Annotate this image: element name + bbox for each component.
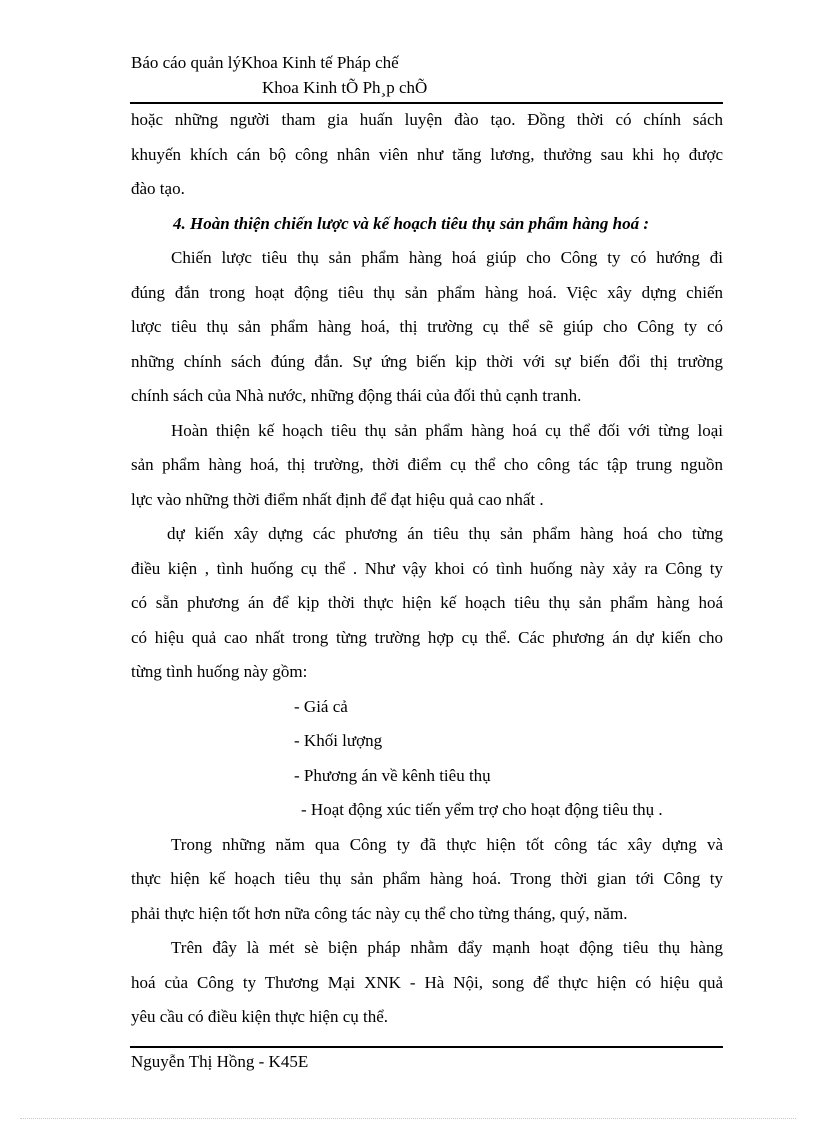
text-line: lực vào những thời điểm nhất định để đạt hiệu quả cao nhất . (131, 489, 544, 509)
text-line: lược tiêu thụ sản phẩm hàng hoá, thị trường cụ thể sẽ giúp cho Công ty có (131, 317, 723, 336)
page-bottom-border (20, 1118, 796, 1119)
body-text (131, 103, 723, 1035)
text-line: thực hiện kế hoạch tiêu thụ sản phẩm hàng hoá. Trong thời gian tới Công ty (131, 869, 723, 888)
text-line: khuyến khích cán bộ công nhân viên như tăng lương, thưởng sau khi họ được (131, 144, 723, 164)
text-line: đúng đắn trong hoạt động tiêu thụ sản phẩm hàng hoá. Việc xây dựng chiến (131, 282, 723, 302)
list-item: - Phương án về kênh tiêu thụ (294, 765, 491, 785)
text-line: sản phẩm hàng hoá, thị trường, thời điểm cụ thể cho công tác tập trung nguồn (131, 455, 723, 474)
section-heading: 4. Hoàn thiện chiến lược và kế hoạch tiêu thụ sản phẩm hàng hoá : (173, 213, 650, 233)
text-line: Trên đây là mét sè biện pháp nhằm đẩy mạnh hoạt động tiêu thụ hàng (171, 938, 723, 957)
header-line-1: Báo cáo quản lýKhoa Kinh tế Pháp chế (131, 53, 399, 72)
text-line: có sẵn phương án để kịp thời thực hiện kế hoạch tiêu thụ sản phẩm hàng hoá (131, 593, 723, 612)
text-line: Chiến lược tiêu thụ sản phẩm hàng hoá giúp cho Công ty có hướng đi (171, 248, 723, 267)
list-item: - Giá cả (294, 696, 348, 716)
list-item: - Hoạt động xúc tiến yểm trợ cho hoạt động tiêu thụ . (301, 800, 663, 819)
text-line: hoá của Công ty Thương Mại XNK - Hà Nội, song để thực hiện có hiệu quả (131, 972, 723, 992)
text-line: từng tình huống này gồm: (131, 662, 308, 681)
footer-rule (130, 1046, 723, 1048)
text-line: điều kiện , tình huống cụ thể . Như vậy khoi có tình huống này xảy ra Công ty (131, 558, 723, 578)
text-line: hoặc những người tham gia huấn luyện đào tạo. Đồng thời có chính sách (131, 110, 723, 129)
footer-author: Nguyễn Thị Hồng - K45E (131, 1052, 309, 1071)
header-line-2: Khoa Kinh tÕ Ph¸p chÕ (262, 78, 428, 97)
text-line: đào tạo. (131, 179, 185, 198)
text-line: Hoàn thiện kế hoạch tiêu thụ sản phẩm hàng hoá cụ thể đối với từng loại (171, 420, 723, 440)
list-item: - Khối lượng (294, 731, 383, 750)
text-line: yêu cầu có điều kiện thực hiện cụ thể. (131, 1007, 389, 1026)
text-line: chính sách của Nhà nước, những động thái của đối thủ cạnh tranh. (131, 386, 582, 405)
text-line: có hiệu quả cao nhất trong từng trường hợp cụ thể. Các phương án dự kiến cho (131, 627, 723, 647)
text-line: những chính sách đúng đắn. Sự ứng biến kịp thời với sự biến đổi thị trường (131, 351, 723, 371)
text-line: phải thực hiện tốt hơn nữa công tác này cụ thể cho từng tháng, quý, năm. (131, 903, 628, 923)
text-line: dự kiến xây dựng các phương án tiêu thụ sản phẩm hàng hoá cho từng (167, 524, 723, 543)
text-line: Trong những năm qua Công ty đã thực hiện tốt công tác xây dựng và (171, 834, 723, 854)
